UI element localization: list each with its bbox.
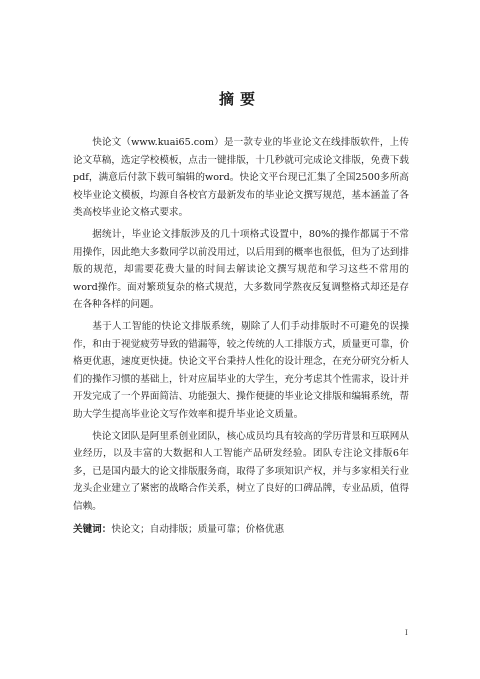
- abstract-body: [73, 134, 409, 539]
- keywords-line: [73, 521, 409, 539]
- page-number: I: [405, 629, 408, 637]
- keywords-label: 关键词：: [73, 524, 112, 536]
- paragraph-3: 基于人工智能的快论文排版系统，剔除了人们手动排版时不可避免的误操作，和由于视觉疲劳导致的错漏等，较之传统的人工排版方式，质量更可靠，价格更优惠，速度更快捷。快论文平台秉持人性化的设计理念，在充分研究分析人们的操作习惯的基础上，针对应届毕业的大学生，充分考虑其个性需求，设计并开发完成了一个界面简洁、功能强大、操作便捷的毕业论文排版和编辑系统，帮助大学生提高毕业论文写作效率和提升毕业论文质量。: [73, 320, 409, 420]
- keywords-text: 快论文；自动排版；质量可靠；价格优惠: [111, 524, 285, 536]
- paragraph-4: 快论文团队是阿里系创业团队，核心成员均具有较高的学历背景和互联网从业经历，以及丰富的大数据和人工智能产品研发经验。团队专注论文排版6年多，已是国内最大的论文排版服务商，取得了多项知识产权，并与多家相关行业龙头企业建立了紧密的战略合作关系，树立了良好的口碑品牌，专业品质，值得信赖。: [73, 430, 409, 512]
- page-title: 摘要: [218, 90, 261, 108]
- paragraph-2: 据统计，毕业论文排版涉及的几十项格式设置中，80%的操作都属于不常用操作，因此绝大多数同学以前没用过，以后用到的概率也很低，但为了达到排版的规范，却需要花费大量的时间去解读论文撰写规范和学习这些不常用的word操作。面对繁琐复杂的格式规范，大多数同学熬夜反复调整格式却还是存在各种各样的问题。: [73, 228, 409, 311]
- paragraph-1: 快论文（www.kuai65.com）是一款专业的毕业论文在线排版软件，上传论文草稿，选定学校模板，点击一键排版，十几秒就可完成论文排版，免费下载pdf，满意后付款下载可编辑的word。快论文平台现已汇集了全国2500多所高校毕业论文模板，均源自各校官方最新发布的毕业论文撰写规范，基本涵盖了各类高校毕业论文格式要求。: [73, 137, 409, 219]
